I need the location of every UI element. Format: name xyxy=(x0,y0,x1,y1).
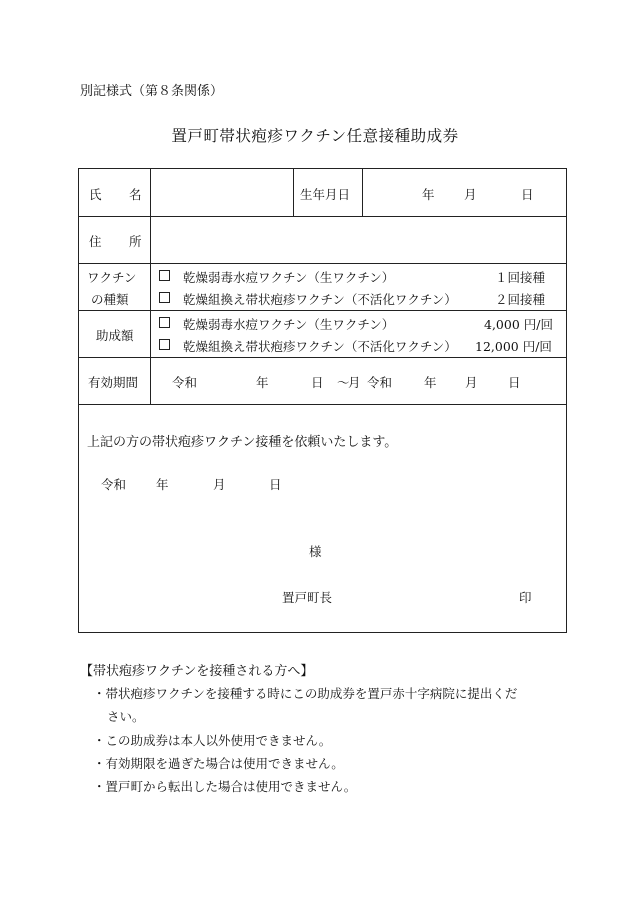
subsidy-form-table xyxy=(78,168,567,633)
notes-heading: 【帯状疱疹ワクチンを接種される方へ】 xyxy=(80,664,314,679)
subsidy-live-amount: 4,000 円/回 xyxy=(484,317,553,332)
validity-start-month: 月 xyxy=(348,375,361,390)
name-label-2: 名 xyxy=(129,187,142,202)
request-text: 上記の方の帯状疱疹ワクチン接種を依頼いたします。 xyxy=(87,435,398,450)
note-item: ・帯状疱疹ワクチンを接種する時にこの助成券を置戸赤十字病院に提出くだ xyxy=(93,686,518,701)
issuer-name: 置戸町長 xyxy=(282,590,333,605)
validity-label: 有効期間 xyxy=(88,375,139,390)
validity-end-era: 令和 xyxy=(367,375,393,390)
vaccine-type-checkbox-inactivated[interactable] xyxy=(159,292,170,303)
row-divider xyxy=(79,263,566,264)
address-field[interactable] xyxy=(151,217,565,262)
seal-mark: 印 xyxy=(519,590,532,605)
validity-end-month: 月 xyxy=(465,375,478,390)
note-item: ・この助成券は本人以外使用できません。 xyxy=(93,733,332,748)
subsidy-checkbox-inactivated[interactable] xyxy=(159,339,170,350)
addressee-suffix: 様 xyxy=(309,544,322,559)
validity-end-year: 年 xyxy=(424,375,437,390)
vaccine-type-label-line1: ワクチン xyxy=(87,270,137,285)
note-item: ・置戸町から転出した場合は使用できません。 xyxy=(93,779,357,794)
vaccine-type-inactivated: 乾燥組換え帯状疱疹ワクチン（不活化ワクチン） xyxy=(183,292,457,307)
validity-start-day: 日 xyxy=(311,375,324,390)
birth-month-label: 月 xyxy=(464,187,477,202)
address-label-2: 所 xyxy=(129,234,142,249)
name-label-1: 氏 xyxy=(89,187,102,202)
birth-day-label: 日 xyxy=(521,187,534,202)
subsidy-inactivated: 乾燥組換え帯状疱疹ワクチン（不活化ワクチン） xyxy=(183,339,457,354)
birthdate-label: 生年月日 xyxy=(300,187,351,202)
row-divider xyxy=(79,310,566,311)
vaccine-type-inactivated-doses: ２回接種 xyxy=(495,292,546,307)
request-day: 日 xyxy=(269,477,282,492)
vaccine-type-live-doses: １回接種 xyxy=(495,270,546,285)
validity-start-era: 令和 xyxy=(172,375,198,390)
document-title: 置戸町帯状疱疹ワクチン任意接種助成券 xyxy=(171,127,459,145)
row-divider xyxy=(79,357,566,358)
row-divider xyxy=(79,404,566,405)
note-item: さい。 xyxy=(107,709,145,724)
validity-tilde: ～ xyxy=(337,375,350,390)
request-month: 月 xyxy=(213,477,226,492)
vaccine-type-live: 乾燥弱毒水痘ワクチン（生ワクチン） xyxy=(183,270,395,285)
column-divider xyxy=(362,169,363,216)
address-label-1: 住 xyxy=(89,234,102,249)
column-divider xyxy=(293,169,294,216)
note-item: ・有効期限を過ぎた場合は使用できません。 xyxy=(93,756,344,771)
form-reference: 別記様式（第８条関係） xyxy=(80,84,224,99)
vaccine-type-label-line2: の種類 xyxy=(91,292,129,307)
subsidy-inactivated-amount: 12,000 円/回 xyxy=(475,339,552,354)
validity-start-year: 年 xyxy=(256,375,269,390)
request-era: 令和 xyxy=(101,477,127,492)
name-field[interactable] xyxy=(151,170,292,215)
subsidy-live: 乾燥弱毒水痘ワクチン（生ワクチン） xyxy=(183,317,395,332)
validity-end-day: 日 xyxy=(508,375,521,390)
request-year: 年 xyxy=(156,477,169,492)
vaccine-type-checkbox-live[interactable] xyxy=(159,270,170,281)
subsidy-label: 助成額 xyxy=(96,328,134,343)
birth-year-label: 年 xyxy=(422,187,435,202)
subsidy-checkbox-live[interactable] xyxy=(159,317,170,328)
